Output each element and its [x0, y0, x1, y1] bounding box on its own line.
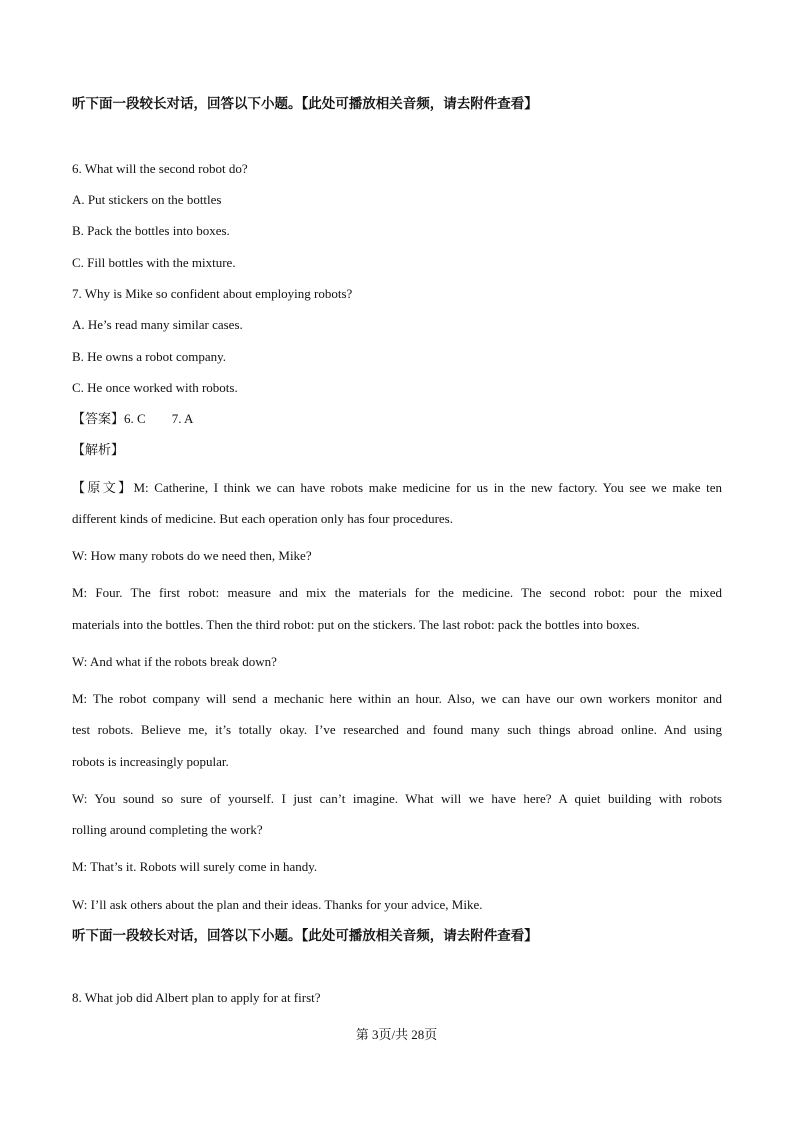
transcript-line-1 [72, 480, 722, 496]
question-7-option-b: B. He owns a robot company. [72, 349, 227, 364]
question-7-option-a: A. He’s read many similar cases. [72, 317, 243, 332]
answer-label: 【答案】 [72, 411, 125, 426]
question-6-option-c: C. Fill bottles with the mixture. [72, 255, 236, 270]
transcript-line-6: W: And what if the robots break down? [72, 654, 277, 669]
transcript-line-9: robots is increasingly popular. [72, 754, 229, 769]
question-6-option-b: B. Pack the bottles into boxes. [72, 223, 230, 238]
question-6-stem: 6. What will the second robot do? [72, 161, 248, 176]
listening-instruction-2: 听下面一段较长对话，回答以下小题。【此处可播放相关音频，请去附件查看】 [72, 928, 538, 944]
question-7-stem: 7. Why is Mike so confident about employing robots? [72, 286, 353, 301]
question-8-stem: 8. What job did Albert plan to apply for at first? [72, 990, 321, 1005]
transcript-line-13: W: I’ll ask others about the plan and their ideas. Thanks for your advice, Mike. [72, 897, 483, 912]
transcript-text: M: Catherine, I think we can have robots make medicine for us in the new factory. You see we make ten [133, 480, 722, 495]
listening-instruction: 听下面一段较长对话，回答以下小题。【此处可播放相关音频，请去附件查看】 [72, 96, 538, 112]
answer-q7: 7. A [171, 411, 194, 426]
transcript-line-12: M: That’s it. Robots will surely come in handy. [72, 859, 318, 874]
transcript-line-5: materials into the bottles. Then the third robot: put on the stickers. The last robot: pack the bottles into boxes. [72, 617, 640, 632]
transcript-line-4: M: Four. The first robot: measure and mix the materials for the medicine. The second robot: pour the mixed [72, 585, 722, 600]
transcript-line-2: different kinds of medicine. But each operation only has four procedures. [72, 511, 453, 526]
answer-q6: 6. C [124, 411, 146, 426]
transcript-label: 【原文】 [72, 480, 134, 495]
transcript-line-3: W: How many robots do we need then, Mike? [72, 548, 312, 563]
analysis-label: 【解析】 [72, 442, 125, 457]
transcript-line-10: W: You sound so sure of yourself. I just can’t imagine. What will we have here? A quiet building with robots [72, 791, 722, 806]
question-6-option-a: A. Put stickers on the bottles [72, 192, 222, 207]
page-footer: 第 3页/共 28页 [355, 1027, 438, 1042]
answer-line [72, 411, 193, 427]
transcript-line-7: M: The robot company will send a mechanic here within an hour. Also, we can have our own workers monitor and [72, 691, 722, 706]
transcript-line-11: rolling around completing the work? [72, 822, 263, 837]
transcript-line-8: test robots. Believe me, it’s totally okay. I’ve researched and found many such things abroad online. And using [72, 722, 722, 737]
question-7-option-c: C. He once worked with robots. [72, 380, 238, 395]
